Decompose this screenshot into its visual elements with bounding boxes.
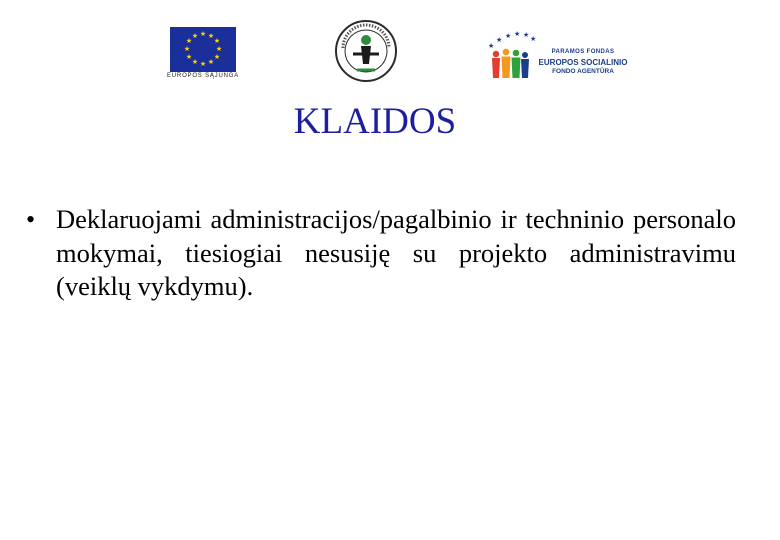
slide-title-text: KLAIDOS <box>293 101 457 142</box>
esf-agency-logo <box>484 30 632 84</box>
eu-logo <box>167 27 239 83</box>
esf-line-1: PARAMOS FONDAS <box>551 49 615 55</box>
bullet-dot-icon: • <box>26 205 36 234</box>
people-icon <box>484 30 536 84</box>
svg-text:★: ★ <box>199 60 207 68</box>
svg-text:★: ★ <box>183 45 191 53</box>
svg-text:★: ★ <box>530 35 536 43</box>
svg-text:★: ★ <box>488 42 495 50</box>
bullet-list <box>26 203 736 304</box>
bullet-text: Deklaruojami administracijos/pagalbinio ir techninio personalo mokymai, tiesiogiai nesusiję su projekto administravimu (veiklų vykdymu). <box>56 204 736 301</box>
svg-text:★: ★ <box>207 32 215 40</box>
eu-flag-icon <box>170 27 236 72</box>
svg-text:★: ★ <box>213 37 221 45</box>
svg-text:★: ★ <box>185 37 193 45</box>
svg-text:★: ★ <box>191 58 199 66</box>
svg-text:★: ★ <box>505 32 512 40</box>
svg-text:★: ★ <box>199 30 207 38</box>
svg-text:★: ★ <box>191 32 199 40</box>
svg-text:★: ★ <box>207 58 215 66</box>
bullet-item <box>26 203 736 304</box>
svg-text:★: ★ <box>215 45 223 53</box>
esf-line-3: FONDO AGENTŪRA <box>552 68 614 75</box>
esf-line-2: EUROPOS SOCIALINIO <box>538 58 628 67</box>
svg-text:★: ★ <box>514 30 521 38</box>
svg-text:★: ★ <box>185 53 193 61</box>
slide-title <box>0 100 750 143</box>
eu-caption: EUROPOS SĄJUNGA <box>167 73 240 79</box>
svg-text:★: ★ <box>496 36 503 44</box>
seal-logo-icon <box>333 18 399 84</box>
svg-text:★: ★ <box>523 31 530 39</box>
svg-text:★: ★ <box>213 53 221 61</box>
